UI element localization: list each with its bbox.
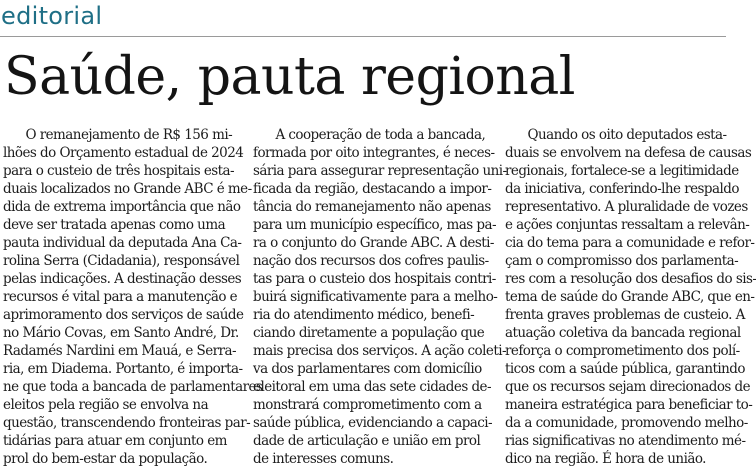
section-label: editorial [1,2,103,30]
article-column-3 [505,126,756,468]
text-line: mais precisa dos serviços. A ação coleti- [253,343,506,359]
text-line: tidárias para atuar em conjunto em [3,433,227,449]
text-line: ria, em Diadema. Portanto, é importa- [3,361,243,377]
text-line: da iniciativa, conferindo-lhe respaldo [505,181,739,197]
text-line: maneira estratégica para beneficiar to- [505,397,753,413]
article-column-1 [3,126,263,468]
text-line: tema de saúde do Grande ABC, que en- [505,289,755,305]
text-line: atuação coletiva da bancada regional [505,325,741,341]
text-line: e ações conjuntas ressaltam a relevân- [505,217,750,233]
text-line: no Mário Covas, em Santo André, Dr. [3,325,239,341]
text-line: ticos com a saúde pública, garantindo [505,361,745,377]
text-line: duais se envolvem na defesa de causas [505,145,752,161]
text-line: reforça o comprometimento dos polí- [505,343,740,359]
text-line: pelas indicações. A destinação desses [3,271,242,287]
text-line: pauta individual da deputada Ana Ca- [3,235,242,251]
text-line: Quando os oito deputados esta- [505,127,727,143]
text-line: dade de articulação e união em prol [253,433,481,449]
text-line: recursos é vital para a manutenção e [3,289,238,305]
text-line: tância do remanejamento não apenas [253,199,491,215]
text-line: tas para o custeio dos hospitais contri- [253,271,496,287]
text-line: res com a resolução dos desafios do sis- [505,271,756,287]
text-line: rias significativas no atendimento mé- [505,433,746,449]
text-line: ra o conjunto do Grande ABC. A desti- [253,235,494,251]
text-line: ciando diretamente a população que [253,325,485,341]
text-line: duais localizados no Grande ABC é me- [3,181,252,197]
text-line: buirá significativamente para a melho- [253,289,498,305]
text-line: da a comunidade, promovendo melho- [505,415,748,431]
text-line: regionais, fortalece-se a legitimidade [505,163,739,179]
text-line: çam o compromisso dos parlamenta- [505,253,739,269]
text-line: deve ser tratada apenas como uma [3,217,226,233]
section-divider [0,36,726,37]
text-line: de interesses comuns. [253,451,394,467]
text-line: cia do tema para a comunidade e refor- [505,235,755,251]
text-line: ne que toda a bancada de parlamentares [3,379,263,395]
text-line: questão, transcendendo fronteiras par- [3,415,251,431]
text-line: A cooperação de toda a bancada, [253,127,486,143]
text-line: rolina Serra (Cidadania), responsável [3,253,240,269]
text-line: frenta graves problemas de custeio. A [505,307,745,323]
text-line: saúde pública, evidenciando a capaci- [253,415,493,431]
article-column-2 [253,126,507,468]
text-line: Radamés Nardini em Mauá, e Serra- [3,343,236,359]
text-line: sária para assegurar representação uni- [253,163,507,179]
headline: Saúde, pauta regional [4,47,575,107]
text-line: O remanejamento de R$ 156 mi- [3,127,233,143]
text-line: lhões do Orçamento estadual de 2024 [3,145,244,161]
text-line: nação dos recursos dos cofres paulis- [253,253,489,269]
text-line: representativo. A pluralidade de vozes [505,199,748,215]
text-line: dico na região. É hora de união. [505,451,706,467]
text-line: eleitos pela região se envolva na [3,397,209,413]
text-line: para o custeio de três hospitais esta- [3,163,235,179]
text-line: eleitoral em uma das sete cidades de- [253,379,491,395]
text-line: que os recursos sejam direcionados de [505,379,751,395]
text-line: ficada da região, destacando a impor- [253,181,492,197]
text-line: para um município específico, mas pa- [253,217,497,233]
text-line: monstrará comprometimento com a [253,397,482,413]
text-line: va dos parlamentares com domicílio [253,361,482,377]
text-line: aprimoramento dos serviços de saúde [3,307,244,323]
text-line: ria do atendimento médico, benefi- [253,307,475,323]
text-line: dida de extrema importância que não [3,199,241,215]
text-line: formada por oito integrantes, é neces- [253,145,495,161]
text-line: prol do bem-estar da população. [3,451,208,467]
